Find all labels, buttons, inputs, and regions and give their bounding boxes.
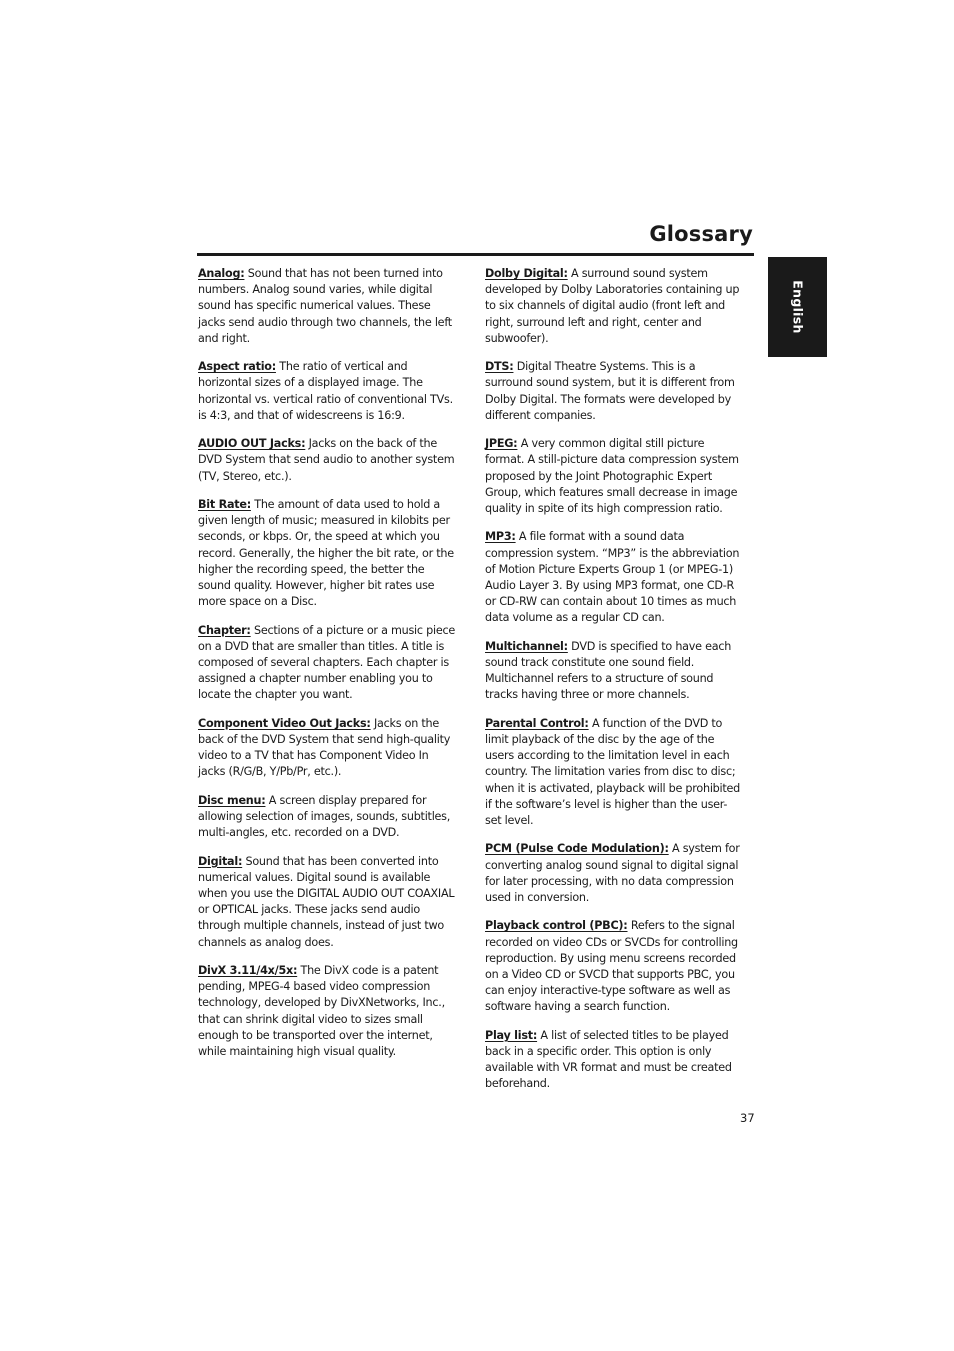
glossary-definition: A file format with a sound data compression system. “MP3” is the abbreviation of Motion Picture Experts Group 1 (or MPEG-1) Audio Layer 3. By using MP3 format, one CD-R or CD-RW can contain about 10 times as much data volume as a regular CD can.	[485, 530, 740, 625]
glossary-entry	[485, 359, 743, 424]
glossary-entry	[198, 266, 456, 347]
page-title: Glossary	[649, 222, 753, 246]
glossary-definition: Jacks on the back of the DVD System that send high-quality video to a TV that has Component Video In jacks (R/G/B, Y/Pb/Pr, etc.).	[198, 716, 451, 779]
glossary-entry	[198, 436, 456, 485]
glossary-definition: DVD is specified to have each sound track constitute one sound field. Multichannel refers to a structure of sound tracks having three or more channels.	[485, 639, 732, 702]
glossary-entry	[485, 841, 743, 906]
glossary-term: Aspect ratio:	[198, 360, 276, 374]
glossary-term: Analog:	[198, 267, 245, 280]
glossary-term: Chapter:	[198, 623, 251, 637]
glossary-term: Multichannel:	[485, 639, 568, 653]
glossary-term: Component Video Out Jacks:	[198, 716, 371, 730]
glossary-term: JPEG:	[485, 437, 518, 451]
glossary-entry	[485, 266, 743, 347]
glossary-entry	[198, 359, 456, 424]
glossary-definition: The ratio of vertical and horizontal sizes of a displayed image. The horizontal vs. vertical ratio of conventional TVs. is 4:3, and that of widescreens is 16:9.	[198, 360, 453, 422]
glossary-definition: Jacks on the back of the DVD System that send audio to another system (TV, Stereo, etc.).	[198, 437, 455, 483]
glossary-term: DTS:	[485, 360, 514, 374]
glossary-entry	[485, 1028, 743, 1093]
glossary-term: AUDIO OUT Jacks:	[198, 437, 306, 451]
glossary-column-left	[198, 266, 456, 1072]
title-rule	[197, 253, 754, 256]
glossary-term: PCM (Pulse Code Modulation):	[485, 842, 669, 856]
glossary-term: DivX 3.11/4x/5x:	[198, 964, 298, 978]
glossary-entry	[485, 529, 743, 626]
glossary-definition: A screen display prepared for allowing selection of images, sounds, subtitles, multi-angles, etc. recorded on a DVD.	[198, 793, 451, 840]
glossary-entry	[198, 497, 456, 610]
page-number: 37	[740, 1111, 755, 1125]
glossary-definition: A very common digital still picture format. A still-picture data compression system proposed by the Joint Photographic Expert Group, which features small decrease in image quality in spite of its high compression ratio.	[485, 437, 739, 516]
glossary-definition: A function of the DVD to limit playback of the disc by the age of the users according to the limitation level in each country. The limitation varies from disc to disc; when it is activated, playback will be prohibited if the software’s level is higher than the user-set level.	[485, 716, 741, 828]
glossary-term: Disc menu:	[198, 793, 266, 807]
glossary-term: Parental Control:	[485, 716, 589, 730]
glossary-entry	[485, 716, 743, 829]
glossary-definition: Sound that has been converted into numerical values. Digital sound is available when you use the DIGITAL AUDIO OUT COAXIAL or OPTICAL jacks. These jacks send audio through multiple channels, instead of just two channels as analog does.	[198, 854, 455, 949]
glossary-definition: The amount of data used to hold a given length of music; measured in kilobits per seconds, or kbps. Or, the speed at which you record. Generally, the higher the bit rate, or the higher the recording speed, the better the sound quality. However, higher bit rates use more space on a Disc.	[198, 498, 454, 609]
glossary-definition: Sound that has not been turned into numbers. Analog sound varies, while digital sound has specific numerical values. These jacks send audio through two channels, the left and right.	[198, 267, 452, 345]
glossary-term: MP3:	[485, 530, 516, 544]
glossary-definition: Sections of a picture or a music piece on a DVD that are smaller than titles. A title is composed of several chapters. Each chapter is assigned a chapter number enabling you to locate the chapter you want.	[198, 623, 455, 702]
glossary-entry	[485, 639, 743, 704]
glossary-definition: Digital Theatre Systems. This is a surround sound system, but it is different from Dolby Digital. The formats were developed by different companies.	[485, 360, 735, 422]
glossary-entry	[198, 793, 456, 842]
glossary-definition: A surround sound system developed by Dolby Laboratories containing up to six channels of digital audio (front left and right, surround left and right, center and subwoofer).	[485, 267, 740, 345]
glossary-entry	[198, 716, 456, 781]
glossary-term: Play list:	[485, 1028, 538, 1042]
glossary-term: Playback control (PBC):	[485, 919, 628, 933]
glossary-term: Digital:	[198, 854, 243, 868]
language-tab	[768, 257, 827, 357]
glossary-entry	[198, 854, 456, 951]
glossary-term: Bit Rate:	[198, 498, 251, 511]
glossary-entry	[485, 918, 743, 1015]
glossary-entry	[198, 963, 456, 1060]
language-tab-label: English	[790, 280, 805, 334]
glossary-definition: The DivX code is a patent pending, MPEG-4 based video compression technology, developed by DivXNetworks, Inc., that can shrink digital video to sizes small enough to be transported over the internet, while maintaining high visual quality.	[198, 964, 445, 1059]
glossary-term: Dolby Digital:	[485, 267, 568, 280]
glossary-column-right	[485, 266, 743, 1105]
glossary-definition: A system for converting analog sound signal to digital signal for later processing, with no data compression used in conversion.	[485, 842, 740, 905]
glossary-definition: A list of selected titles to be played back in a specific order. This option is only available with VR format and must be created beforehand.	[485, 1028, 732, 1091]
glossary-entry	[198, 623, 456, 704]
glossary-definition: Refers to the signal recorded on video CDs or SVCDs for controlling reproduction. By using menu screens recorded on a Video CD or SVCD that supports PBC, you can enjoy interactive-type software as well as software having a search function.	[485, 919, 738, 1014]
glossary-entry	[485, 436, 743, 517]
